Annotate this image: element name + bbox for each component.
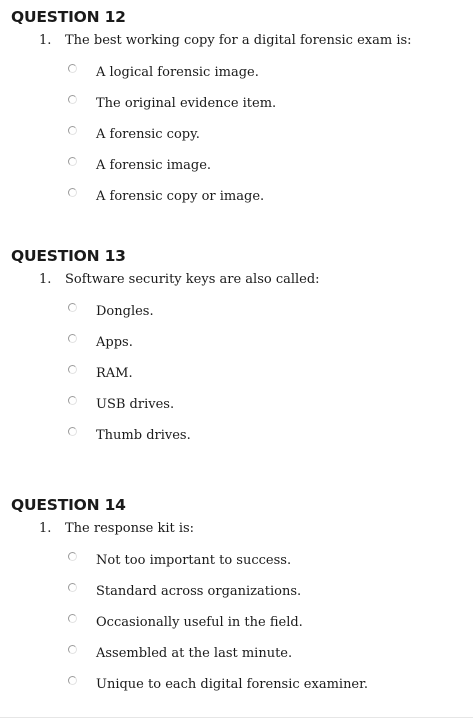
answer-label[interactable]: Dongles.	[96, 304, 154, 319]
answer-option[interactable]	[0, 95, 473, 126]
question-number: 1.	[39, 33, 52, 48]
radio-button-icon[interactable]	[68, 365, 77, 374]
question-number: 1.	[39, 272, 52, 287]
answer-option[interactable]	[0, 303, 473, 334]
answer-label[interactable]: USB drives.	[96, 397, 175, 412]
bottom-divider	[0, 717, 473, 718]
answer-option[interactable]	[0, 552, 473, 583]
radio-button-icon[interactable]	[68, 427, 77, 436]
answer-label[interactable]: Unique to each digital forensic examiner.	[96, 677, 369, 692]
radio-button-icon[interactable]	[68, 303, 77, 312]
answer-option[interactable]	[0, 427, 473, 458]
radio-button-icon[interactable]	[68, 645, 77, 654]
radio-button-icon[interactable]	[68, 614, 77, 623]
radio-button-icon[interactable]	[68, 334, 77, 343]
answer-label[interactable]: The original evidence item.	[96, 96, 277, 111]
answer-label[interactable]: Apps.	[96, 335, 133, 350]
answer-option[interactable]	[0, 676, 473, 707]
question-prompt	[39, 521, 194, 536]
radio-button-icon[interactable]	[68, 552, 77, 561]
answer-label[interactable]: Not too important to success.	[96, 553, 292, 568]
answer-label[interactable]: Assembled at the last minute.	[96, 646, 293, 661]
answer-option[interactable]	[0, 157, 473, 188]
answer-label[interactable]: A forensic copy.	[96, 127, 200, 142]
answer-option[interactable]	[0, 614, 473, 645]
answer-label[interactable]: A logical forensic image.	[96, 65, 259, 80]
answer-option[interactable]	[0, 64, 473, 95]
answer-label[interactable]: Thumb drives.	[96, 428, 191, 443]
answer-option[interactable]	[0, 188, 473, 219]
radio-button-icon[interactable]	[68, 188, 77, 197]
question-text: Software security keys are also called:	[65, 272, 320, 287]
answer-label[interactable]: A forensic copy or image.	[96, 189, 265, 204]
question-number: 1.	[39, 521, 52, 536]
question-title: QUESTION 12	[11, 8, 126, 26]
radio-button-icon[interactable]	[68, 126, 77, 135]
radio-button-icon[interactable]	[68, 396, 77, 405]
answer-option[interactable]	[0, 365, 473, 396]
question-text: The response kit is:	[65, 521, 195, 536]
answer-option[interactable]	[0, 645, 473, 676]
answer-option[interactable]	[0, 583, 473, 614]
radio-button-icon[interactable]	[68, 157, 77, 166]
answer-label[interactable]: Occasionally useful in the field.	[96, 615, 303, 630]
question-text: The best working copy for a digital forensic exam is:	[65, 33, 412, 48]
question-title: QUESTION 13	[11, 247, 126, 265]
radio-button-icon[interactable]	[68, 676, 77, 685]
radio-button-icon[interactable]	[68, 64, 77, 73]
question-prompt	[39, 33, 412, 48]
question-prompt	[39, 272, 320, 287]
answer-option[interactable]	[0, 396, 473, 427]
question-title: QUESTION 14	[11, 496, 126, 514]
radio-button-icon[interactable]	[68, 95, 77, 104]
answer-option[interactable]	[0, 334, 473, 365]
answer-label[interactable]: A forensic image.	[96, 158, 212, 173]
answer-label[interactable]: RAM.	[96, 366, 133, 381]
answer-label[interactable]: Standard across organizations.	[96, 584, 302, 599]
radio-button-icon[interactable]	[68, 583, 77, 592]
answer-option[interactable]	[0, 126, 473, 157]
